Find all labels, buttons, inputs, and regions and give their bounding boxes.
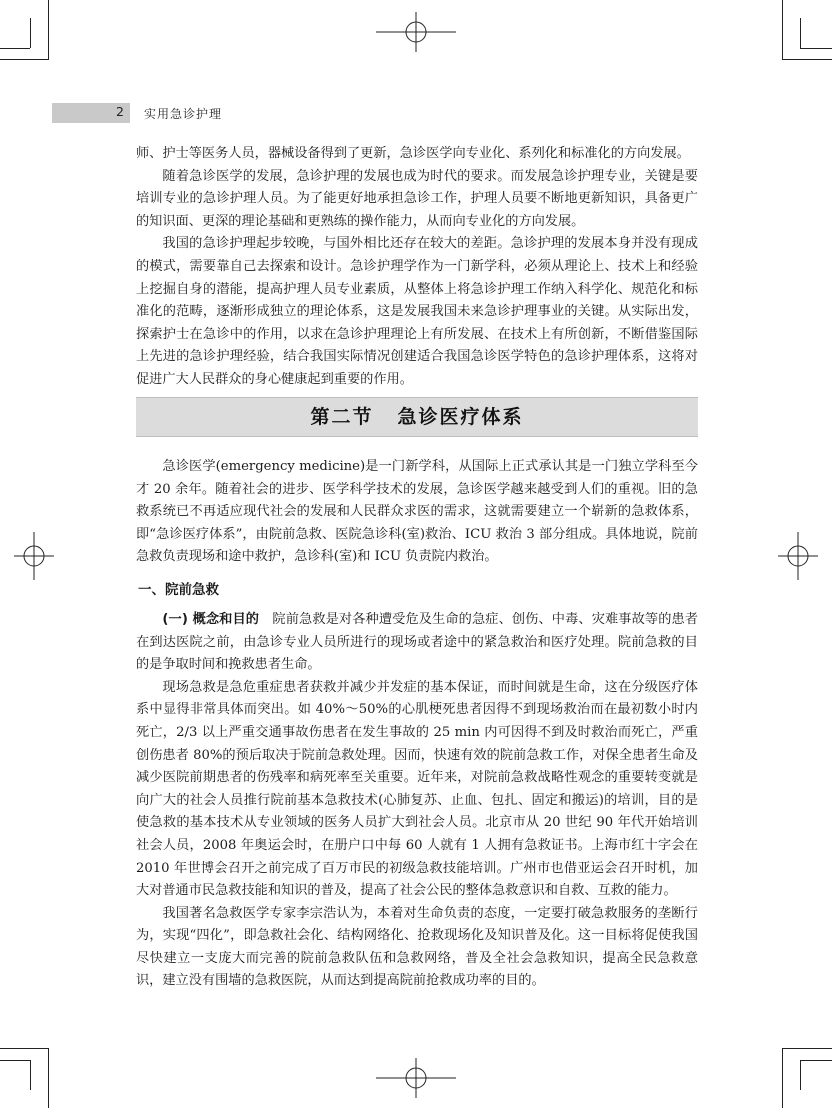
intro-paragraph: 急诊医学(emergency medicine)是一门新学科，从国际上正式承认其是一门独立学科至今才 20 余年。随着社会的进步、医学科学技术的发展，急诊医学越来越受到人们的重视。旧的急救系统已不再适应现代社会的发展和人民群众求医的需求，这就需要建立一个崭新的急救体系，即“急诊医疗体系”，由院前急救、医院急诊科(室)救治、ICU 救治 3 部分组成。具体地说，院前急救负责现场和途中救护，急诊科(室)和 ICU 负责院内救治。	[136, 459, 698, 565]
running-header	[52, 103, 780, 123]
running-title: 实用急诊护理	[144, 107, 223, 121]
paragraph	[136, 609, 698, 677]
registration-mark-icon	[376, 1058, 456, 1098]
crop-mark	[30, 18, 31, 48]
crop-mark	[0, 1048, 49, 1049]
crop-mark	[782, 59, 832, 60]
paragraph-text: 院前急救是对各种遭受危及生命的急症、创伤、中毒、灾难事故等的患者在到达医院之前，由急诊专业人员所进行的现场或者途中的紧急救治和医疗处理。院前急救的目的是争取时间和挽救患者生命。	[136, 611, 698, 673]
crop-mark	[782, 1048, 783, 1108]
crop-mark	[0, 59, 49, 60]
section-number: 第二节	[310, 406, 374, 428]
paragraph: 我国的急诊护理起步较晚，与国外相比还存在较大的差距。急诊护理的发展本身并没有现成的模式，需要靠自己去探索和设计。急诊护理学作为一门新学科，必须从理论上、技术上和经验上挖掘自身的潜能，提高护理人员专业素质，从整体上将急诊护理工作纳入科学化、规范化和标准化的范畴，逐渐形成独立的理论体系，这是发展我国未来急诊护理事业的关键。从实际出发，探索护士在急诊中的作用，以求在急诊护理理论上有所发展、在技术上有所创新，不断借鉴国际上先进的急诊护理经验，结合我国实际情况创建适合我国急诊医学特色的急诊护理体系，这将对促进广大人民群众的身心健康起到重要的作用。	[136, 236, 698, 387]
section-heading: 急诊医疗体系	[397, 406, 524, 428]
body-text-bottom	[136, 456, 698, 993]
sub-heading: (一) 概念和目的	[162, 611, 260, 627]
crop-mark	[800, 1060, 832, 1061]
page-number: 2	[116, 104, 124, 119]
crop-mark	[30, 1060, 31, 1090]
registration-mark-icon	[376, 12, 456, 52]
crop-mark	[800, 1060, 801, 1090]
subsection-heading: 一、院前急救	[138, 581, 219, 598]
crop-mark	[782, 1048, 832, 1049]
crop-mark	[800, 48, 832, 49]
crop-mark	[0, 1060, 30, 1061]
crop-mark	[800, 18, 801, 48]
body-text-top	[136, 143, 698, 392]
crop-mark	[48, 1048, 49, 1108]
crop-mark	[48, 0, 49, 60]
registration-mark-icon	[14, 532, 54, 580]
registration-mark-icon	[778, 532, 818, 580]
page-number-box	[52, 103, 130, 123]
crop-mark	[0, 48, 30, 49]
paragraph: 现场急救是急危重症患者获救并减少并发症的基本保证，而时间就是生命，这在分级医疗体系中显得非常具体而突出。如 40%～50%的心肌梗死患者因得不到现场救治而在最初数小时内死亡，2/3 以上严重交通事故伤患者在发生事故的 25 min 内可因得不到及时救治而死亡，严重创伤患者 80%的预后取决于院前急救处理。因而，快速有效的院前急救工作，对保全患者生命及减少医院前期患者的伤残率和病死率至关重要。近年来，对院前急救战略性观念的重要转变就是向广大的社会人员推行院前基本急救技术(心肺复苏、止血、包扎、固定和搬运)的培训，目的是使急救的基本技术从专业领域的医务人员扩大到社会人员。北京市从 20 世纪 90 年代开始培训社会人员，2008 年奥运会时，在册户口中每 60 人就有 1 人拥有急救证书。上海市红十字会在 2010 年世博会召开之前完成了百万市民的初级急救技能培训。广州市也借亚运会召开时机，加大对普通市民急救技能和知识的普及，提高了社会公民的整体急救意识和自救、互救的能力。	[136, 679, 698, 899]
paragraph: 随着急诊医学的发展，急诊护理的发展也成为时代的要求。而发展急诊护理专业，关键是要培训专业的急诊护理人员。为了能更好地承担急诊工作，护理人员要不断地更新知识，具备更广的知识面、更深的理论基础和更熟练的操作能力，从而向专业化的方向发展。	[136, 168, 698, 229]
section-title	[136, 397, 698, 437]
crop-mark	[782, 0, 783, 60]
paragraph: 师、护士等医务人员，器械设备得到了更新，急诊医学向专业化、系列化和标准化的方向发展。	[136, 146, 690, 161]
paragraph: 我国著名急救医学专家李宗浩认为，本着对生命负责的态度，一定要打破急救服务的垄断行为，实现“四化”，即急救社会化、结构网络化、抢救现场化及知识普及化。这一目标将促使我国尽快建立一支庞大而完善的院前急救队伍和急救网络，普及全社会急救知识，提高全民急救意识，建立没有围墙的急救医院，从而达到提高院前抢救成功率的目的。	[136, 905, 698, 989]
